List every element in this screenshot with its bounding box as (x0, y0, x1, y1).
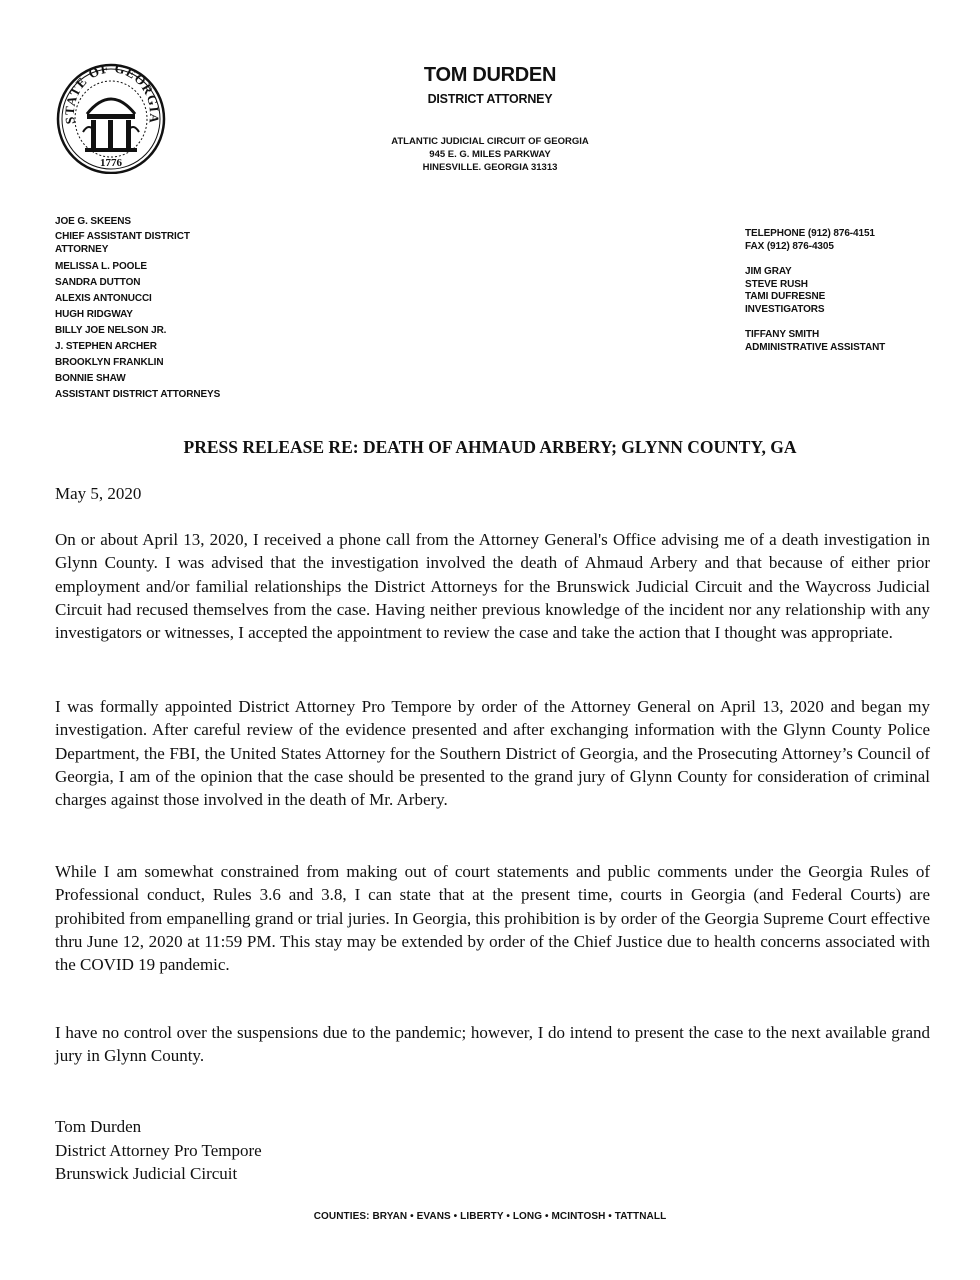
investigator-name: TAMI DUFRESNE (745, 291, 826, 302)
signature-block (55, 1115, 262, 1186)
body-paragraph: I have no control over the suspensions due to the pandemic; however, I do intend to present the case to the next available grand jury in Glynn County. (55, 1023, 930, 1066)
footer-counties: COUNTIES: BRYAN • EVANS • LIBERTY • LONG • MCINTOSH • TATTNALL (313, 1211, 667, 1222)
assistant-name: BILLY JOE NELSON JR. (55, 325, 167, 336)
investigators-title: INVESTIGATORS (745, 303, 825, 315)
staff-list (55, 214, 230, 403)
signer-circuit: Brunswick Judicial Circuit (55, 1164, 238, 1183)
telephone: TELEPHONE (912) 876-4151 (745, 228, 875, 239)
letterhead-name: TOM DURDEN (423, 64, 557, 86)
phone-group (745, 228, 885, 253)
contact-block (745, 228, 885, 367)
body-paragraph: I was formally appointed District Attorney Pro Tempore by order of the Attorney General on April 13, 2020 and began my investigation. After careful review of the evidence presented and after exchanging information with the Glynn County Police Department, the FBI, the United States Attorney for the Southern District of Georgia, and the Prosecuting Attorney’s Council of Georgia, I am of the opinion that the case should be presented to the grand jury of Glynn County for consideration of criminal charges against those involved in the death of Mr. Arbery. (55, 697, 930, 810)
body-paragraph: While I am somewhat constrained from making out of court statements and public comments under the Georgia Rules of Professional conduct, Rules 3.6 and 3.8, I can state that at the present time, courts in Georgia (and Federal Courts) are prohibited from empanelling grand or trial juries. In Georgia, this prohibition is by order of the Georgia Supreme Court effective thru June 12, 2020 at 11:59 PM. This stay may be extended by order of the Chief Justice due to health concerns associated with the COVID 19 pandemic. (55, 862, 930, 975)
svg-text:STATE OF GEORGIA: STATE OF GEORGIA (61, 62, 163, 125)
signer-name: Tom Durden (55, 1117, 142, 1136)
chief-assistant-title: CHIEF ASSISTANT DISTRICT ATTORNEY (55, 231, 190, 255)
assistant-name: J. STEPHEN ARCHER (55, 341, 157, 352)
assistant-name: ALEXIS ANTONUCCI (55, 293, 152, 304)
admin-group (745, 329, 885, 354)
letterhead-address (0, 135, 980, 174)
body-paragraph: On or about April 13, 2020, I received a phone call from the Attorney General's Office advising me of a death investigation in Glynn County. I was advised that the investigation involved the death of Ahmaud Arbery and that because of either prior employment and/or familial relationships the District Attorneys for the Brunswick Judicial Circuit and the Waycross Judicial Circuit had recused themselves from the case. Having neither previous knowledge of the incident nor any relationship with any investigators or witnesses, I accepted the appointment to review the case and take the action that I thought was appropriate. (55, 530, 930, 643)
assistants-title: ASSISTANT DISTRICT ATTORNEYS (55, 389, 221, 400)
signer-title: District Attorney Pro Tempore (55, 1140, 262, 1160)
investigator-name: STEVE RUSH (745, 278, 808, 290)
fax: FAX (912) 876-4305 (745, 240, 834, 252)
assistant-name: HUGH RIDGWAY (55, 309, 133, 320)
investigators-group (745, 266, 885, 316)
assistant-name: MELISSA L. POOLE (55, 261, 147, 272)
address-line: ATLANTIC JUDICIAL CIRCUIT OF GEORGIA (391, 136, 589, 147)
press-release-title: PRESS RELEASE RE: DEATH OF AHMAUD ARBERY; GLYNN COUNTY, GA (183, 437, 797, 457)
letterhead-title: DISTRICT ATTORNEY (427, 92, 553, 106)
address-line: 945 E. G. MILES PARKWAY (429, 149, 551, 160)
investigator-name: JIM GRAY (745, 266, 792, 277)
admin-name: TIFFANY SMITH (745, 329, 820, 340)
address-line: HINESVILLE. GEORGIA 31313 (422, 162, 558, 173)
svg-text:1776: 1776 (100, 157, 122, 169)
assistant-name: BROOKLYN FRANKLIN (55, 357, 164, 368)
assistant-name: BONNIE SHAW (55, 373, 126, 384)
assistant-name: SANDRA DUTTON (55, 277, 141, 288)
admin-title: ADMINISTRATIVE ASSISTANT (745, 341, 886, 353)
chief-assistant-name: JOE G. SKEENS (55, 216, 131, 227)
release-date: May 5, 2020 (55, 484, 142, 503)
